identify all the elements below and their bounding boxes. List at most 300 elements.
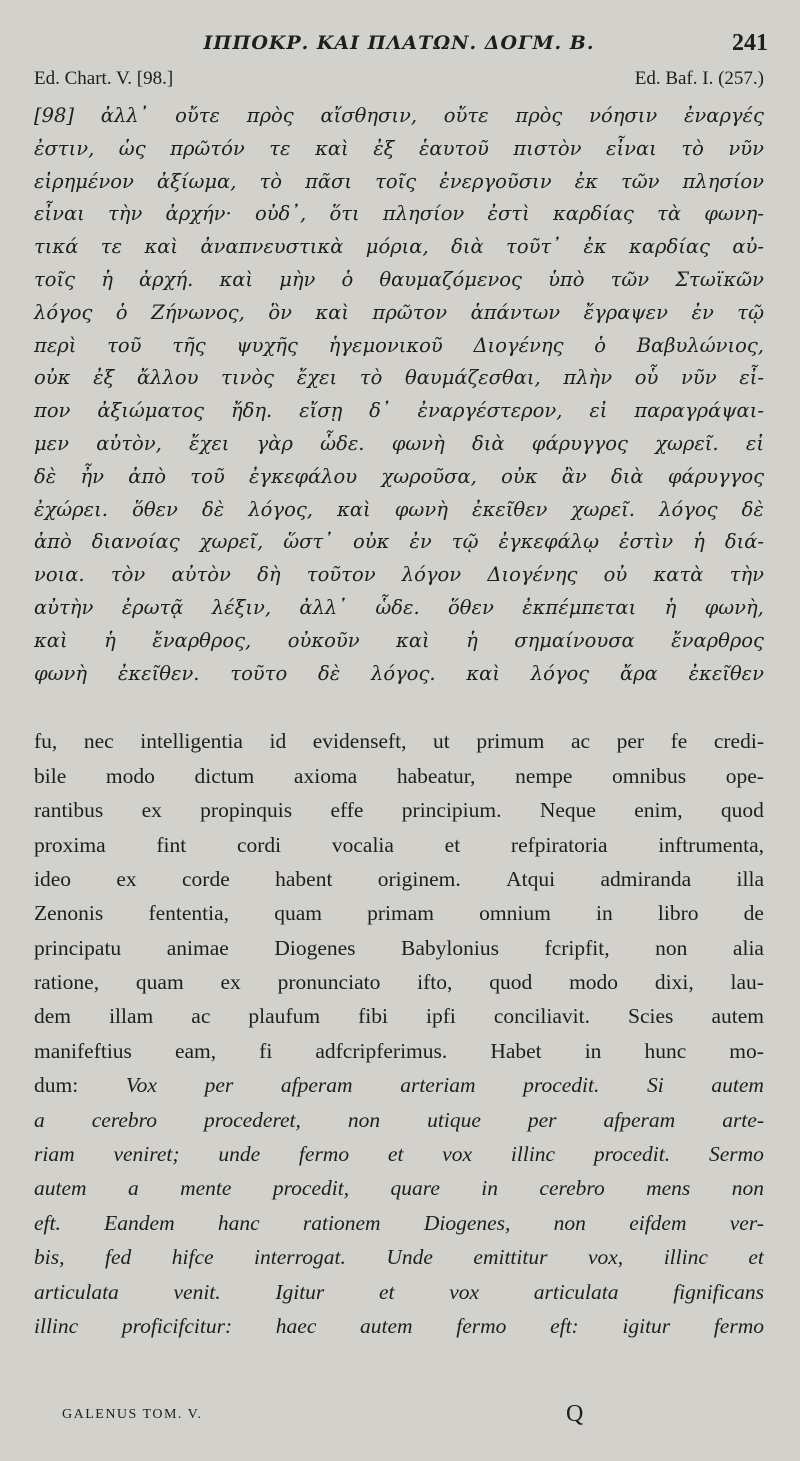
greek-text-line bbox=[34, 133, 764, 166]
word: ἂν bbox=[561, 464, 587, 488]
word: evidenseft, bbox=[312, 729, 407, 754]
word: illinc bbox=[34, 1313, 79, 1338]
word: ἡ bbox=[466, 628, 478, 652]
word: κατὰ bbox=[653, 563, 704, 587]
word: per bbox=[527, 1107, 557, 1132]
word: ἐξ bbox=[373, 136, 395, 160]
word: nempe bbox=[515, 763, 573, 788]
word: proxima bbox=[34, 832, 106, 857]
word: ἔχει bbox=[189, 431, 230, 455]
word: ἐκπέμπεται bbox=[522, 595, 637, 619]
word: ἀξίωμα, bbox=[156, 169, 237, 193]
word: adfcripferimus. bbox=[315, 1038, 448, 1063]
word: ut bbox=[433, 729, 450, 754]
word: Scies bbox=[628, 1004, 674, 1029]
greek-text-line bbox=[34, 166, 764, 199]
word: fermo bbox=[456, 1313, 507, 1338]
word: ἀρχήν· bbox=[165, 202, 232, 226]
word: mens bbox=[646, 1176, 691, 1201]
word: ἐν bbox=[409, 530, 432, 554]
word: unde bbox=[218, 1142, 261, 1167]
latin-text-line bbox=[34, 1137, 764, 1171]
word: εἶ- bbox=[739, 366, 764, 390]
page-footer bbox=[62, 1403, 764, 1433]
word: et bbox=[444, 832, 461, 857]
edition-basel-reference: Ed. Baf. I. (257.) bbox=[634, 68, 764, 89]
greek-text-block bbox=[34, 100, 764, 690]
latin-text-line bbox=[34, 965, 764, 999]
word: quod bbox=[720, 798, 764, 823]
word: Sermo bbox=[708, 1142, 764, 1167]
word: ifto, bbox=[417, 970, 453, 995]
word: proficifcitur: bbox=[121, 1313, 233, 1338]
word: conciliavit. bbox=[493, 1004, 590, 1029]
word: fermo bbox=[713, 1313, 764, 1338]
word: Si bbox=[647, 1073, 664, 1098]
word: καρδίας bbox=[552, 202, 634, 226]
word: articulata bbox=[533, 1279, 619, 1304]
word: ἐξ bbox=[93, 366, 115, 390]
word: Diogenes, bbox=[423, 1210, 511, 1235]
word: ἑαυτοῦ bbox=[418, 136, 489, 160]
word: principium. bbox=[401, 798, 502, 823]
word: ἐκεῖθεν bbox=[471, 497, 548, 521]
word: Babylonius bbox=[401, 935, 499, 960]
word: χωροῦσα, bbox=[381, 464, 477, 488]
word: πον bbox=[34, 399, 71, 423]
word: γὰρ bbox=[256, 431, 293, 455]
word: Ζήνωνος, bbox=[151, 300, 245, 324]
word: quam bbox=[274, 901, 322, 926]
word: fu, bbox=[34, 729, 58, 754]
word: illinc bbox=[510, 1142, 556, 1167]
word: φωνὴ, bbox=[704, 595, 764, 619]
word: enim, bbox=[634, 798, 683, 823]
word: afperam bbox=[603, 1107, 676, 1132]
running-title: ΙΠΠΟΚΡ. ΚΑΙ ΠΛΑΤΩΝ. ΔΟΓΜ. Β. bbox=[203, 32, 595, 54]
word: bis, bbox=[34, 1245, 65, 1270]
edition-references bbox=[34, 68, 764, 98]
word: τοῖς bbox=[375, 169, 417, 193]
word: ὃν bbox=[268, 300, 292, 324]
word: et bbox=[387, 1142, 404, 1167]
word: vocalia bbox=[331, 832, 394, 857]
running-head bbox=[34, 28, 768, 62]
word: ὥστ᾿ bbox=[283, 530, 333, 554]
word: οὐκ bbox=[34, 366, 71, 390]
word: ἔναρθρος bbox=[671, 628, 764, 652]
greek-text-line bbox=[34, 526, 764, 559]
word: τῷ bbox=[451, 530, 479, 554]
word: δὲ bbox=[741, 497, 764, 521]
word: ex bbox=[116, 866, 137, 891]
word: λόγος bbox=[659, 497, 718, 521]
word: ἐκεῖθεν bbox=[688, 661, 764, 685]
word: rantibus bbox=[34, 798, 104, 823]
word: Habet bbox=[490, 1038, 542, 1063]
word: non bbox=[553, 1210, 586, 1235]
word: autem bbox=[34, 1176, 87, 1201]
word: procedit, bbox=[272, 1176, 350, 1201]
word: fi bbox=[259, 1038, 273, 1063]
word: interrogat. bbox=[254, 1245, 346, 1270]
word: [98] bbox=[34, 104, 75, 127]
word: et bbox=[748, 1245, 764, 1270]
word: πᾶσι bbox=[305, 169, 353, 193]
word: modo bbox=[105, 763, 155, 788]
word: δ᾿ bbox=[369, 399, 391, 423]
word: καὶ bbox=[466, 661, 500, 685]
word: πρὸς bbox=[515, 104, 563, 127]
word: vox bbox=[449, 1279, 480, 1304]
word: Diogenes bbox=[274, 935, 356, 960]
word: quam bbox=[135, 970, 184, 995]
greek-text-line bbox=[34, 330, 764, 363]
word: τῶν bbox=[610, 267, 650, 291]
word: φάρυγγος bbox=[531, 431, 628, 455]
word: ἐν bbox=[691, 300, 714, 324]
word: non bbox=[731, 1176, 764, 1201]
word: primum bbox=[476, 729, 545, 754]
word: dum: bbox=[34, 1073, 79, 1098]
latin-text-line bbox=[34, 1171, 764, 1205]
word: Zenonis bbox=[34, 901, 104, 926]
word: Στωϊκῶν bbox=[675, 267, 764, 291]
word: rationem bbox=[302, 1210, 381, 1235]
word: καὶ bbox=[219, 267, 254, 291]
word: quod bbox=[489, 970, 533, 995]
word: τοῦ bbox=[190, 464, 225, 488]
word: φωνὴ bbox=[391, 431, 445, 455]
word: ἐχώρει. bbox=[34, 497, 108, 521]
word: Igitur bbox=[275, 1279, 325, 1304]
word: χωρεῖ. bbox=[571, 497, 636, 521]
word: non bbox=[347, 1107, 381, 1132]
word: animae bbox=[166, 935, 229, 960]
greek-text-line bbox=[34, 658, 764, 691]
word: Eandem bbox=[104, 1210, 175, 1235]
word: veniret; bbox=[113, 1142, 180, 1167]
latin-text-block bbox=[34, 724, 764, 1343]
word: ὧδε. bbox=[320, 431, 365, 455]
word: fed bbox=[104, 1245, 132, 1270]
word: ἦν bbox=[80, 464, 105, 488]
word: fint bbox=[156, 832, 187, 857]
word: τὰ bbox=[657, 202, 682, 226]
word: ἁπάντων bbox=[470, 300, 561, 324]
word: ὁ bbox=[341, 267, 354, 291]
word: μεν bbox=[34, 431, 69, 455]
word: τικά bbox=[34, 235, 79, 259]
word: ἀπὸ bbox=[128, 464, 167, 488]
word: primam bbox=[367, 901, 434, 926]
word: in bbox=[481, 1176, 499, 1201]
greek-text-line bbox=[34, 231, 764, 264]
word: autem bbox=[711, 1004, 764, 1029]
word: ratione, bbox=[34, 970, 100, 995]
greek-text-line bbox=[34, 395, 764, 428]
word: νῦν bbox=[681, 366, 717, 390]
word: Neque bbox=[539, 798, 596, 823]
word: procederet, bbox=[204, 1107, 301, 1132]
word: Unde bbox=[386, 1245, 433, 1270]
latin-text-line bbox=[34, 724, 764, 758]
word: fententia, bbox=[148, 901, 230, 926]
latin-text-line bbox=[34, 1206, 764, 1240]
word: δὲ bbox=[34, 464, 57, 488]
word: τὴν bbox=[729, 563, 764, 587]
word: τὸ bbox=[259, 169, 282, 193]
word: procedit. bbox=[593, 1142, 671, 1167]
latin-text-line bbox=[34, 862, 764, 896]
word: πλὴν bbox=[563, 366, 613, 390]
word: ἐστὶν bbox=[619, 530, 674, 554]
word: αἴσθησιν, bbox=[320, 104, 418, 127]
word: οὔτε bbox=[175, 104, 221, 127]
word: καὶ bbox=[144, 235, 179, 259]
word: πρὸς bbox=[246, 104, 294, 127]
word: λόγος bbox=[34, 300, 93, 324]
word: οὐκ bbox=[353, 530, 390, 554]
latin-text-line bbox=[34, 999, 764, 1033]
word: καὶ bbox=[34, 628, 68, 652]
word: intelligentia bbox=[140, 729, 243, 754]
word: ἀξιώματος bbox=[97, 399, 205, 423]
word: καρδίας bbox=[629, 235, 710, 259]
word: τε bbox=[100, 235, 123, 259]
word: καὶ bbox=[396, 628, 430, 652]
word: effe bbox=[330, 798, 364, 823]
word: τινὸς bbox=[221, 366, 275, 390]
greek-text-line bbox=[34, 428, 764, 461]
word: εἴσῃ bbox=[299, 399, 343, 423]
word: διὰ bbox=[451, 235, 484, 259]
word: omnium bbox=[479, 901, 551, 926]
word: alia bbox=[732, 935, 764, 960]
word: οὔτε bbox=[443, 104, 489, 127]
word: πλησίον bbox=[382, 202, 465, 226]
greek-text-line bbox=[34, 625, 764, 658]
word: καὶ bbox=[315, 300, 350, 324]
word: axioma bbox=[293, 763, 358, 788]
word: δὲ bbox=[317, 661, 341, 685]
latin-text-line bbox=[34, 1240, 764, 1274]
greek-text-line bbox=[34, 297, 764, 330]
word: admiranda bbox=[600, 866, 692, 891]
word: cerebro bbox=[539, 1176, 605, 1201]
word: πιστὸν bbox=[513, 136, 582, 160]
latin-text-line bbox=[34, 1309, 764, 1343]
word: ἀρχή. bbox=[139, 267, 194, 291]
word: eft. bbox=[34, 1210, 61, 1235]
word: per bbox=[616, 729, 645, 754]
word: τὸ bbox=[359, 366, 383, 390]
word: ἐκ bbox=[583, 235, 607, 259]
word: igitur bbox=[622, 1313, 671, 1338]
word: ἡ bbox=[693, 530, 705, 554]
word: οὐκοῦν bbox=[287, 628, 360, 652]
word: τοῦτ᾿ bbox=[506, 235, 561, 259]
word: habent bbox=[275, 866, 333, 891]
word: ἐστὶ bbox=[487, 202, 530, 226]
word: εἶναι bbox=[606, 136, 657, 160]
word: fermo bbox=[298, 1142, 350, 1167]
word: ἡ bbox=[104, 628, 116, 652]
word: hanc bbox=[217, 1210, 260, 1235]
word: εἰρημένον bbox=[34, 169, 134, 193]
word: ἀλλ᾿ bbox=[100, 104, 149, 127]
greek-text-line bbox=[34, 494, 764, 527]
word: λόγος bbox=[530, 661, 590, 685]
word: ὡς bbox=[118, 136, 146, 160]
edition-chart-reference: Ed. Chart. V. [98.] bbox=[34, 68, 174, 89]
word: cerebro bbox=[91, 1107, 158, 1132]
word: ἐνεργοῦσιν bbox=[439, 169, 552, 193]
latin-text-line bbox=[34, 1103, 764, 1137]
word: ac bbox=[191, 1004, 211, 1029]
word: in bbox=[595, 901, 613, 926]
word: cordi bbox=[236, 832, 282, 857]
word: ἐναργέστερον, bbox=[417, 399, 563, 423]
word: τῷ bbox=[737, 300, 764, 324]
word: ex bbox=[141, 798, 162, 823]
word: ὅθεν bbox=[448, 595, 494, 619]
word: arte- bbox=[722, 1107, 764, 1132]
word: ἐστιν, bbox=[34, 136, 95, 160]
word: οὗ bbox=[634, 366, 659, 390]
word: corde bbox=[182, 866, 230, 891]
latin-text-line bbox=[34, 1275, 764, 1309]
word: originem. bbox=[377, 866, 461, 891]
word: λέξιν, bbox=[211, 595, 272, 619]
word: eifdem bbox=[629, 1210, 687, 1235]
word: ἐκ bbox=[574, 169, 598, 193]
word: ἡ bbox=[664, 595, 677, 619]
word: ideo bbox=[34, 866, 72, 891]
word: διά- bbox=[724, 530, 764, 554]
word: πρῶτον bbox=[372, 300, 448, 324]
word: pronunciato bbox=[277, 970, 381, 995]
word: eam, bbox=[174, 1038, 217, 1063]
greek-text-line bbox=[34, 264, 764, 297]
greek-text-line bbox=[34, 198, 764, 231]
word: venit. bbox=[173, 1279, 221, 1304]
word: τοῦτο bbox=[230, 661, 288, 685]
word: arteriam bbox=[400, 1073, 476, 1098]
word: procedit. bbox=[523, 1073, 600, 1098]
word: illa bbox=[736, 866, 764, 891]
word: refpiratoria bbox=[510, 832, 608, 857]
word: μόρια, bbox=[365, 235, 429, 259]
word: utique bbox=[427, 1107, 481, 1132]
word: καὶ bbox=[315, 136, 349, 160]
word: φωνη- bbox=[704, 202, 764, 226]
latin-text-line bbox=[34, 1034, 764, 1068]
word: χωρεῖ, bbox=[199, 530, 264, 554]
greek-text-line bbox=[34, 362, 764, 395]
word: bile bbox=[34, 763, 67, 788]
page-number: 241 bbox=[732, 30, 768, 56]
word: φωνὴ bbox=[394, 497, 448, 521]
word: ἄρα bbox=[619, 661, 658, 685]
word: quare bbox=[390, 1176, 440, 1201]
greek-text-line bbox=[34, 559, 764, 592]
word: articulata bbox=[34, 1279, 119, 1304]
word: περὶ bbox=[34, 333, 77, 357]
word: τῆς bbox=[172, 333, 206, 357]
word: νόησιν bbox=[589, 104, 658, 127]
word: οὐκ bbox=[501, 464, 538, 488]
word: ἐγκεφάλῳ bbox=[498, 530, 599, 554]
word: afperam bbox=[280, 1073, 353, 1098]
greek-text-line bbox=[34, 592, 764, 625]
latin-text-line bbox=[34, 793, 764, 827]
word: manifeftius bbox=[34, 1038, 132, 1063]
word: Vox bbox=[125, 1073, 157, 1098]
word: fignificans bbox=[673, 1279, 764, 1304]
word: τῶν bbox=[620, 169, 660, 193]
word: ψυχῆς bbox=[236, 333, 298, 357]
word: ἔγραψεν bbox=[583, 300, 668, 324]
word: ἔναρθρος, bbox=[152, 628, 252, 652]
word: διὰ bbox=[611, 464, 644, 488]
word: ἀναπνευστικὰ bbox=[200, 235, 344, 259]
word: a bbox=[34, 1107, 45, 1132]
word: vox bbox=[442, 1142, 473, 1167]
word: διὰ bbox=[472, 431, 505, 455]
word: ἄλλου bbox=[136, 366, 199, 390]
word: dixi, bbox=[654, 970, 694, 995]
word: ἡ bbox=[101, 267, 113, 291]
latin-text-line bbox=[34, 759, 764, 793]
word: ἤδη. bbox=[230, 399, 273, 423]
word: ac bbox=[570, 729, 591, 754]
word: fibi bbox=[358, 1004, 388, 1029]
word: τὸ bbox=[681, 136, 704, 160]
word: Βαβυλώνιος, bbox=[636, 333, 764, 357]
word: riam bbox=[34, 1142, 75, 1167]
word: ἐκεῖθεν. bbox=[117, 661, 200, 685]
word: a bbox=[127, 1176, 139, 1201]
word: dictum bbox=[194, 763, 255, 788]
word: ἀπὸ bbox=[34, 530, 72, 554]
word: λόγος, bbox=[248, 497, 313, 521]
latin-text-line bbox=[34, 1068, 764, 1102]
word: nec bbox=[83, 729, 114, 754]
word: τὴν bbox=[108, 202, 143, 226]
printer-signature: GALENUS TOM. V. bbox=[62, 1407, 203, 1422]
word: Διογένης bbox=[487, 563, 578, 587]
word: non bbox=[655, 935, 688, 960]
word: inftrumenta, bbox=[658, 832, 764, 857]
word: ὁ bbox=[115, 300, 128, 324]
word: τε bbox=[269, 136, 291, 160]
word: principatu bbox=[34, 935, 122, 960]
greek-text-line bbox=[34, 461, 764, 494]
word: et bbox=[378, 1279, 395, 1304]
word: διανοίας bbox=[91, 530, 180, 554]
word: παραγράψαι- bbox=[634, 399, 764, 423]
word: αὐτὴν bbox=[34, 595, 94, 619]
word: Atqui bbox=[506, 866, 556, 891]
word: ἡγεμονικοῦ bbox=[328, 333, 443, 357]
word: per bbox=[204, 1073, 234, 1098]
signature-mark: Q bbox=[566, 1401, 584, 1427]
word: λόγον bbox=[401, 563, 462, 587]
word: μὴν bbox=[279, 267, 316, 291]
word: φάρυγγος bbox=[667, 464, 764, 488]
word: modo bbox=[569, 970, 619, 995]
